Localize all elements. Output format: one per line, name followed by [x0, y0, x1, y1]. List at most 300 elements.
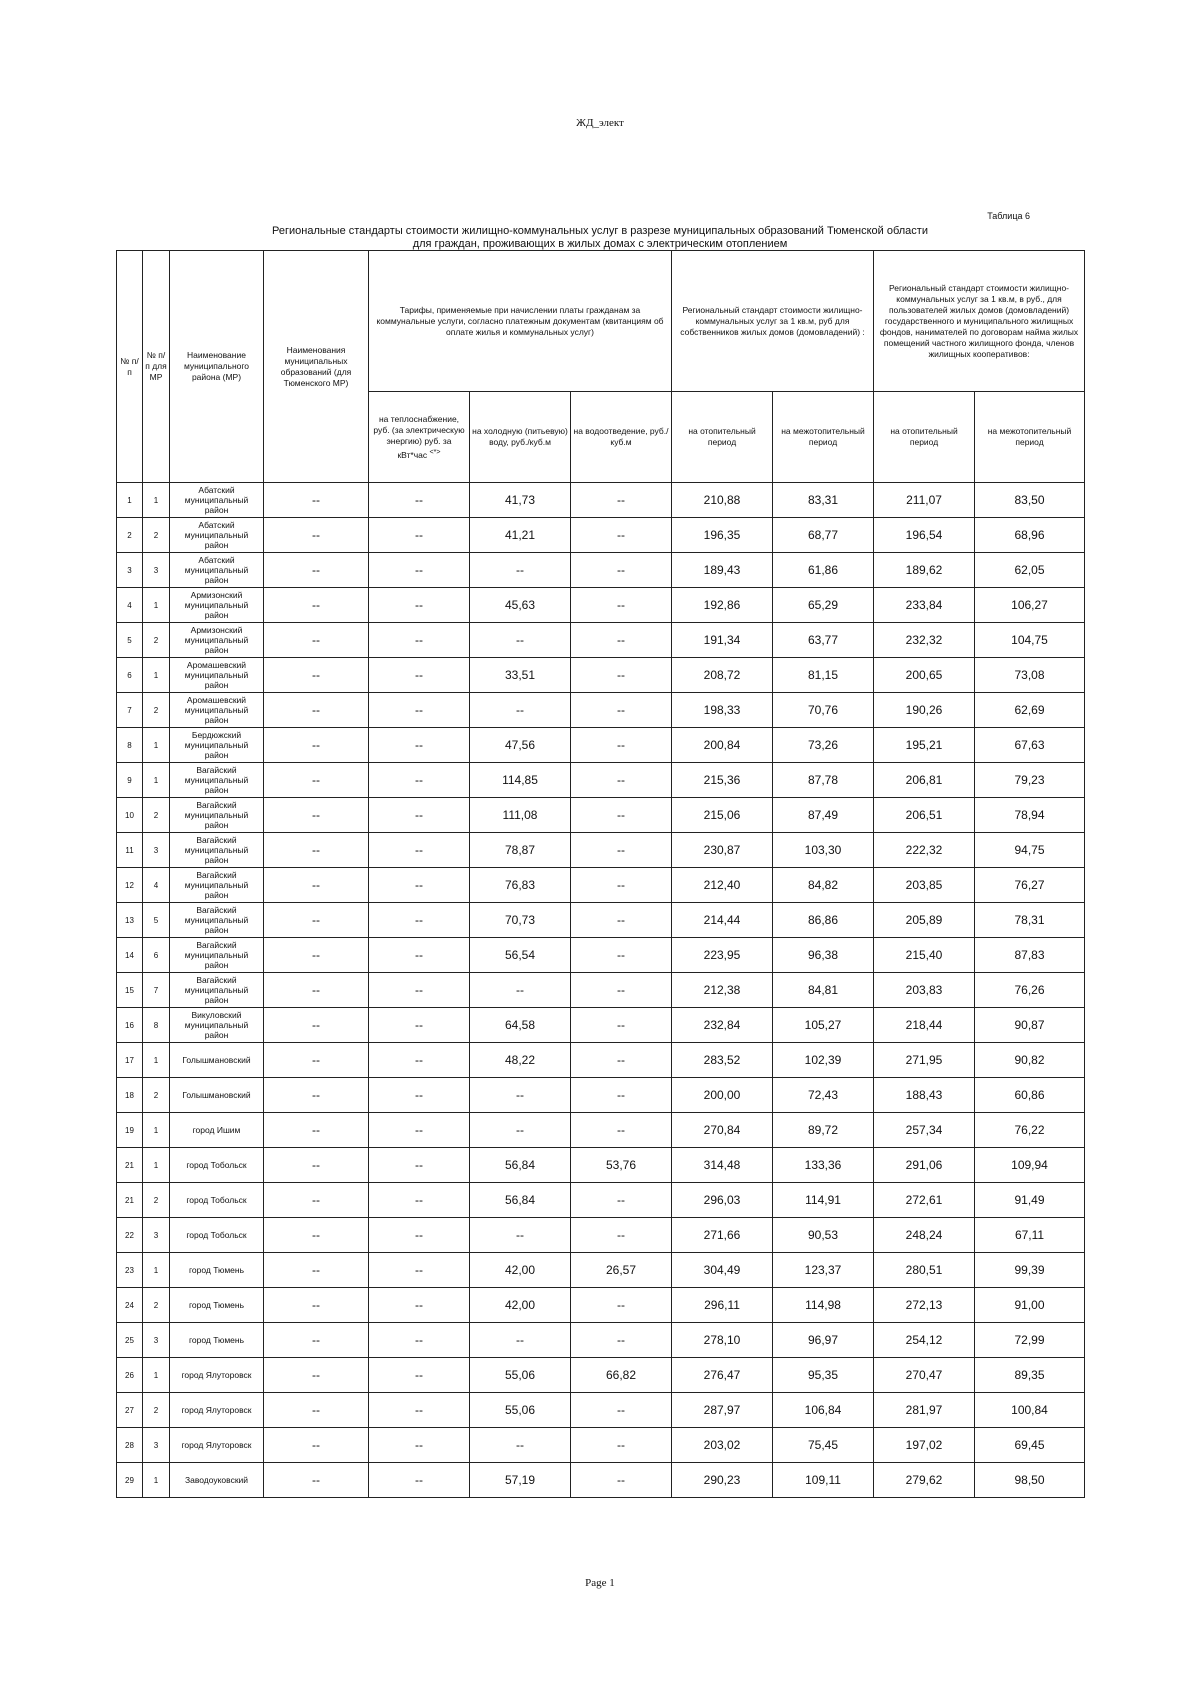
- drainage-tariff-cell: --: [571, 833, 672, 868]
- owners-heating-cell: 214,44: [672, 903, 773, 938]
- heat-tariff-cell: --: [369, 833, 470, 868]
- cold-water-tariff-cell: --: [470, 973, 571, 1008]
- row-mr-number-cell: 3: [143, 1323, 170, 1358]
- heat-tariff-cell: --: [369, 623, 470, 658]
- mo-name-cell: --: [264, 1323, 369, 1358]
- table-row: [117, 588, 1085, 623]
- cold-water-tariff-cell: --: [470, 1218, 571, 1253]
- users-interheating-cell: 90,87: [975, 1008, 1085, 1043]
- table-row: [117, 973, 1085, 1008]
- table-row: [117, 728, 1085, 763]
- row-number-cell: 10: [117, 798, 143, 833]
- users-heating-cell: 206,51: [874, 798, 975, 833]
- row-number-cell: 26: [117, 1358, 143, 1393]
- cold-water-tariff-cell: 111,08: [470, 798, 571, 833]
- owners-heating-cell: 212,38: [672, 973, 773, 1008]
- users-heating-cell: 200,65: [874, 658, 975, 693]
- table-row: [117, 868, 1085, 903]
- users-interheating-cell: 99,39: [975, 1253, 1085, 1288]
- owners-heating-cell: 223,95: [672, 938, 773, 973]
- row-mr-number-cell: 8: [143, 1008, 170, 1043]
- row-number-cell: 21: [117, 1183, 143, 1218]
- title-line-2: для граждан, проживающих в жилых домах с электрическим отоплением: [412, 238, 788, 250]
- users-interheating-cell: 68,96: [975, 518, 1085, 553]
- row-mr-number-cell: 7: [143, 973, 170, 1008]
- row-mr-number-cell: 2: [143, 693, 170, 728]
- users-heating-cell: 233,84: [874, 588, 975, 623]
- mr-name-cell: Вагайский муниципальный район: [170, 798, 264, 833]
- header-users-group: Региональный стандарт стоимости жилищно-коммунальных услуг за 1 кв.м, в руб., для пользователей жилых домов (домовладений) государственного и муниципального жилищных фондов, нанимателей по договорам найма жилых помещений частного жилищного фонда, членов жилищных кооперативов:: [874, 251, 1085, 392]
- owners-heating-cell: 212,40: [672, 868, 773, 903]
- cold-water-tariff-cell: 42,00: [470, 1253, 571, 1288]
- drainage-tariff-cell: --: [571, 1288, 672, 1323]
- row-mr-number-cell: 2: [143, 1393, 170, 1428]
- mr-name-cell: город Тобольск: [170, 1148, 264, 1183]
- row-number-cell: 3: [117, 553, 143, 588]
- heat-tariff-cell: --: [369, 1463, 470, 1498]
- users-interheating-cell: 87,83: [975, 938, 1085, 973]
- drainage-tariff-cell: --: [571, 1393, 672, 1428]
- table-row: [117, 1043, 1085, 1078]
- mo-name-cell: --: [264, 938, 369, 973]
- mr-name-cell: Бердюжский муниципальный район: [170, 728, 264, 763]
- cold-water-tariff-cell: 78,87: [470, 833, 571, 868]
- table-row: [117, 1428, 1085, 1463]
- heat-tariff-cell: --: [369, 938, 470, 973]
- drainage-tariff-cell: --: [571, 1008, 672, 1043]
- drainage-tariff-cell: --: [571, 588, 672, 623]
- cold-water-tariff-cell: 33,51: [470, 658, 571, 693]
- drainage-tariff-cell: --: [571, 1043, 672, 1078]
- table-row: [117, 1323, 1085, 1358]
- cold-water-tariff-cell: 48,22: [470, 1043, 571, 1078]
- drainage-tariff-cell: 66,82: [571, 1358, 672, 1393]
- drainage-tariff-cell: 26,57: [571, 1253, 672, 1288]
- cold-water-tariff-cell: 57,19: [470, 1463, 571, 1498]
- heat-tariff-cell: --: [369, 1393, 470, 1428]
- table-row: [117, 1358, 1085, 1393]
- users-heating-cell: 280,51: [874, 1253, 975, 1288]
- mr-name-cell: Аромашевский муниципальный район: [170, 658, 264, 693]
- owners-heating-cell: 283,52: [672, 1043, 773, 1078]
- mo-name-cell: --: [264, 1393, 369, 1428]
- cold-water-tariff-cell: 56,84: [470, 1148, 571, 1183]
- cold-water-tariff-cell: --: [470, 1428, 571, 1463]
- mr-name-cell: Армизонский муниципальный район: [170, 588, 264, 623]
- owners-interheating-cell: 89,72: [773, 1113, 874, 1148]
- heat-tariff-cell: --: [369, 1288, 470, 1323]
- users-interheating-cell: 91,00: [975, 1288, 1085, 1323]
- row-number-cell: 2: [117, 518, 143, 553]
- table-row: [117, 623, 1085, 658]
- users-heating-cell: 271,95: [874, 1043, 975, 1078]
- mo-name-cell: --: [264, 483, 369, 518]
- row-number-cell: 12: [117, 868, 143, 903]
- users-interheating-cell: 100,84: [975, 1393, 1085, 1428]
- mr-name-cell: Аромашевский муниципальный район: [170, 693, 264, 728]
- row-number-cell: 9: [117, 763, 143, 798]
- drainage-tariff-cell: --: [571, 1078, 672, 1113]
- heat-tariff-cell: --: [369, 1183, 470, 1218]
- mr-name-cell: город Ишим: [170, 1113, 264, 1148]
- table-row: [117, 1078, 1085, 1113]
- row-mr-number-cell: 1: [143, 658, 170, 693]
- mo-name-cell: --: [264, 623, 369, 658]
- row-mr-number-cell: 3: [143, 1428, 170, 1463]
- header-cold-water: на холодную (питьевую) воду, руб./куб.м: [470, 392, 571, 483]
- mr-name-cell: Заводоуковский: [170, 1463, 264, 1498]
- owners-interheating-cell: 114,91: [773, 1183, 874, 1218]
- row-number-cell: 23: [117, 1253, 143, 1288]
- cold-water-tariff-cell: --: [470, 553, 571, 588]
- owners-heating-cell: 208,72: [672, 658, 773, 693]
- row-mr-number-cell: 1: [143, 728, 170, 763]
- row-number-cell: 28: [117, 1428, 143, 1463]
- mr-name-cell: Вагайский муниципальный район: [170, 833, 264, 868]
- mr-name-cell: город Ялуторовск: [170, 1358, 264, 1393]
- row-mr-number-cell: 2: [143, 1078, 170, 1113]
- header-tariffs-group: Тарифы, применяемые при начислении платы гражданам за коммунальные услуги, согласно платежным документам (квитанциям об оплате жилья и коммунальных услуг): [369, 251, 672, 392]
- header-owners-interheating: на межотопительный период: [773, 392, 874, 483]
- users-interheating-cell: 89,35: [975, 1358, 1085, 1393]
- users-heating-cell: 257,34: [874, 1113, 975, 1148]
- users-interheating-cell: 109,94: [975, 1148, 1085, 1183]
- owners-heating-cell: 198,33: [672, 693, 773, 728]
- row-number-cell: 16: [117, 1008, 143, 1043]
- table-row: [117, 1393, 1085, 1428]
- heat-tariff-cell: --: [369, 1428, 470, 1463]
- header-heat-text: на теплоснабжение, руб. (за электрическую энергию) руб. за кВт*час: [373, 413, 465, 460]
- table-row: [117, 1113, 1085, 1148]
- mo-name-cell: --: [264, 763, 369, 798]
- row-number-cell: 29: [117, 1463, 143, 1498]
- mr-name-cell: город Тюмень: [170, 1323, 264, 1358]
- owners-interheating-cell: 109,11: [773, 1463, 874, 1498]
- owners-heating-cell: 196,35: [672, 518, 773, 553]
- row-mr-number-cell: 1: [143, 588, 170, 623]
- heat-tariff-cell: --: [369, 588, 470, 623]
- cold-water-tariff-cell: 42,00: [470, 1288, 571, 1323]
- table-body: [117, 483, 1085, 1498]
- header-users-heating: на отопительный период: [874, 392, 975, 483]
- drainage-tariff-cell: --: [571, 693, 672, 728]
- users-interheating-cell: 79,23: [975, 763, 1085, 798]
- users-heating-cell: 248,24: [874, 1218, 975, 1253]
- row-number-cell: 15: [117, 973, 143, 1008]
- heat-tariff-cell: --: [369, 518, 470, 553]
- mr-name-cell: Вагайский муниципальный район: [170, 973, 264, 1008]
- users-interheating-cell: 78,31: [975, 903, 1085, 938]
- row-mr-number-cell: 3: [143, 1218, 170, 1253]
- users-heating-cell: 195,21: [874, 728, 975, 763]
- owners-interheating-cell: 105,27: [773, 1008, 874, 1043]
- users-interheating-cell: 76,27: [975, 868, 1085, 903]
- cold-water-tariff-cell: 47,56: [470, 728, 571, 763]
- mo-name-cell: --: [264, 1428, 369, 1463]
- users-interheating-cell: 62,05: [975, 553, 1085, 588]
- cold-water-tariff-cell: 41,73: [470, 483, 571, 518]
- owners-heating-cell: 189,43: [672, 553, 773, 588]
- mr-name-cell: город Тюмень: [170, 1288, 264, 1323]
- mo-name-cell: --: [264, 1008, 369, 1043]
- table-row: [117, 903, 1085, 938]
- users-interheating-cell: 78,94: [975, 798, 1085, 833]
- users-heating-cell: 232,32: [874, 623, 975, 658]
- owners-interheating-cell: 123,37: [773, 1253, 874, 1288]
- page-header: ЖД_элект: [576, 117, 624, 129]
- heat-tariff-cell: --: [369, 693, 470, 728]
- owners-heating-cell: 278,10: [672, 1323, 773, 1358]
- owners-interheating-cell: 103,30: [773, 833, 874, 868]
- owners-interheating-cell: 87,78: [773, 763, 874, 798]
- owners-interheating-cell: 70,76: [773, 693, 874, 728]
- drainage-tariff-cell: --: [571, 728, 672, 763]
- owners-heating-cell: 200,84: [672, 728, 773, 763]
- table-row: [117, 1148, 1085, 1183]
- heat-tariff-cell: --: [369, 1043, 470, 1078]
- cold-water-tariff-cell: --: [470, 1078, 571, 1113]
- drainage-tariff-cell: --: [571, 938, 672, 973]
- users-heating-cell: 211,07: [874, 483, 975, 518]
- heat-tariff-cell: --: [369, 658, 470, 693]
- users-heating-cell: 206,81: [874, 763, 975, 798]
- owners-heating-cell: 270,84: [672, 1113, 773, 1148]
- table-row: [117, 553, 1085, 588]
- row-number-cell: 11: [117, 833, 143, 868]
- row-number-cell: 8: [117, 728, 143, 763]
- row-mr-number-cell: 1: [143, 1358, 170, 1393]
- users-heating-cell: 205,89: [874, 903, 975, 938]
- table-row: [117, 1253, 1085, 1288]
- heat-tariff-cell: --: [369, 1148, 470, 1183]
- users-interheating-cell: 67,11: [975, 1218, 1085, 1253]
- mr-name-cell: Абатский муниципальный район: [170, 518, 264, 553]
- cold-water-tariff-cell: 45,63: [470, 588, 571, 623]
- drainage-tariff-cell: --: [571, 1323, 672, 1358]
- cold-water-tariff-cell: 114,85: [470, 763, 571, 798]
- header-heat-note: <*>: [429, 447, 441, 456]
- table-row: [117, 1008, 1085, 1043]
- mr-name-cell: Армизонский муниципальный район: [170, 623, 264, 658]
- mr-name-cell: город Тобольск: [170, 1183, 264, 1218]
- row-number-cell: 24: [117, 1288, 143, 1323]
- mo-name-cell: --: [264, 1463, 369, 1498]
- owners-interheating-cell: 68,77: [773, 518, 874, 553]
- users-interheating-cell: 104,75: [975, 623, 1085, 658]
- users-heating-cell: 291,06: [874, 1148, 975, 1183]
- drainage-tariff-cell: --: [571, 763, 672, 798]
- header-mo-name: Наименования муниципальных образований (для Тюменского МР): [264, 251, 369, 483]
- heat-tariff-cell: --: [369, 1113, 470, 1148]
- heat-tariff-cell: --: [369, 1078, 470, 1113]
- row-number-cell: 22: [117, 1218, 143, 1253]
- owners-interheating-cell: 106,84: [773, 1393, 874, 1428]
- mo-name-cell: --: [264, 1183, 369, 1218]
- drainage-tariff-cell: --: [571, 1428, 672, 1463]
- row-mr-number-cell: 4: [143, 868, 170, 903]
- drainage-tariff-cell: --: [571, 868, 672, 903]
- table-row: [117, 798, 1085, 833]
- users-heating-cell: 197,02: [874, 1428, 975, 1463]
- row-number-cell: 7: [117, 693, 143, 728]
- users-interheating-cell: 76,26: [975, 973, 1085, 1008]
- standards-table: [116, 250, 1085, 1498]
- mo-name-cell: --: [264, 1253, 369, 1288]
- owners-interheating-cell: 63,77: [773, 623, 874, 658]
- cold-water-tariff-cell: --: [470, 1323, 571, 1358]
- row-mr-number-cell: 2: [143, 798, 170, 833]
- mo-name-cell: --: [264, 728, 369, 763]
- row-number-cell: 6: [117, 658, 143, 693]
- users-heating-cell: 203,85: [874, 868, 975, 903]
- drainage-tariff-cell: 53,76: [571, 1148, 672, 1183]
- row-mr-number-cell: 1: [143, 1253, 170, 1288]
- heat-tariff-cell: --: [369, 973, 470, 1008]
- cold-water-tariff-cell: 41,21: [470, 518, 571, 553]
- mo-name-cell: --: [264, 518, 369, 553]
- cold-water-tariff-cell: --: [470, 693, 571, 728]
- row-number-cell: 18: [117, 1078, 143, 1113]
- owners-heating-cell: 276,47: [672, 1358, 773, 1393]
- header-num-mr: № п/п для МР: [143, 251, 170, 483]
- owners-interheating-cell: 102,39: [773, 1043, 874, 1078]
- table-label: Таблица 6: [987, 211, 1030, 221]
- header-owners-heating: на отопительный период: [672, 392, 773, 483]
- mo-name-cell: --: [264, 553, 369, 588]
- mo-name-cell: --: [264, 693, 369, 728]
- row-number-cell: 17: [117, 1043, 143, 1078]
- heat-tariff-cell: --: [369, 868, 470, 903]
- owners-heating-cell: 215,36: [672, 763, 773, 798]
- users-heating-cell: 218,44: [874, 1008, 975, 1043]
- users-heating-cell: 222,32: [874, 833, 975, 868]
- owners-interheating-cell: 90,53: [773, 1218, 874, 1253]
- drainage-tariff-cell: --: [571, 1463, 672, 1498]
- standards-table-wrapper: [116, 250, 1084, 1498]
- row-mr-number-cell: 1: [143, 1043, 170, 1078]
- row-mr-number-cell: 2: [143, 1288, 170, 1323]
- mo-name-cell: --: [264, 903, 369, 938]
- owners-heating-cell: 271,66: [672, 1218, 773, 1253]
- owners-heating-cell: 191,34: [672, 623, 773, 658]
- owners-heating-cell: 296,03: [672, 1183, 773, 1218]
- users-heating-cell: 270,47: [874, 1358, 975, 1393]
- mo-name-cell: --: [264, 1148, 369, 1183]
- owners-heating-cell: 203,02: [672, 1428, 773, 1463]
- mo-name-cell: --: [264, 658, 369, 693]
- drainage-tariff-cell: --: [571, 518, 672, 553]
- users-heating-cell: 196,54: [874, 518, 975, 553]
- row-mr-number-cell: 6: [143, 938, 170, 973]
- mo-name-cell: --: [264, 798, 369, 833]
- table-row: [117, 693, 1085, 728]
- owners-heating-cell: 210,88: [672, 483, 773, 518]
- row-mr-number-cell: 2: [143, 623, 170, 658]
- owners-heating-cell: 290,23: [672, 1463, 773, 1498]
- users-interheating-cell: 73,08: [975, 658, 1085, 693]
- table-row: [117, 1463, 1085, 1498]
- users-interheating-cell: 69,45: [975, 1428, 1085, 1463]
- row-mr-number-cell: 3: [143, 553, 170, 588]
- users-interheating-cell: 106,27: [975, 588, 1085, 623]
- table-row: [117, 658, 1085, 693]
- users-interheating-cell: 76,22: [975, 1113, 1085, 1148]
- users-interheating-cell: 67,63: [975, 728, 1085, 763]
- users-interheating-cell: 83,50: [975, 483, 1085, 518]
- row-number-cell: 21: [117, 1148, 143, 1183]
- owners-heating-cell: 200,00: [672, 1078, 773, 1113]
- header-mr-name: Наименование муниципального района (МР): [170, 251, 264, 483]
- owners-interheating-cell: 96,97: [773, 1323, 874, 1358]
- drainage-tariff-cell: --: [571, 903, 672, 938]
- users-heating-cell: 281,97: [874, 1393, 975, 1428]
- cold-water-tariff-cell: 64,58: [470, 1008, 571, 1043]
- owners-interheating-cell: 65,29: [773, 588, 874, 623]
- page-footer: Page 1: [585, 1577, 615, 1589]
- header-row-1: [117, 251, 1085, 392]
- row-mr-number-cell: 1: [143, 483, 170, 518]
- table-row: [117, 833, 1085, 868]
- mr-name-cell: город Тобольск: [170, 1218, 264, 1253]
- users-heating-cell: 254,12: [874, 1323, 975, 1358]
- row-mr-number-cell: 1: [143, 1113, 170, 1148]
- heat-tariff-cell: --: [369, 763, 470, 798]
- row-number-cell: 27: [117, 1393, 143, 1428]
- mr-name-cell: город Ялуторовск: [170, 1428, 264, 1463]
- owners-heating-cell: 232,84: [672, 1008, 773, 1043]
- owners-interheating-cell: 86,86: [773, 903, 874, 938]
- row-number-cell: 14: [117, 938, 143, 973]
- row-mr-number-cell: 1: [143, 1463, 170, 1498]
- heat-tariff-cell: --: [369, 1323, 470, 1358]
- owners-interheating-cell: 114,98: [773, 1288, 874, 1323]
- owners-interheating-cell: 95,35: [773, 1358, 874, 1393]
- mo-name-cell: --: [264, 1043, 369, 1078]
- cold-water-tariff-cell: --: [470, 623, 571, 658]
- cold-water-tariff-cell: 55,06: [470, 1358, 571, 1393]
- owners-interheating-cell: 87,49: [773, 798, 874, 833]
- table-row: [117, 1288, 1085, 1323]
- users-heating-cell: 215,40: [874, 938, 975, 973]
- table-row: [117, 483, 1085, 518]
- mo-name-cell: --: [264, 868, 369, 903]
- users-heating-cell: 279,62: [874, 1463, 975, 1498]
- drainage-tariff-cell: --: [571, 973, 672, 1008]
- owners-heating-cell: 314,48: [672, 1148, 773, 1183]
- row-number-cell: 1: [117, 483, 143, 518]
- heat-tariff-cell: --: [369, 1008, 470, 1043]
- heat-tariff-cell: --: [369, 728, 470, 763]
- mr-name-cell: Вагайский муниципальный район: [170, 903, 264, 938]
- row-number-cell: 13: [117, 903, 143, 938]
- table-row: [117, 1218, 1085, 1253]
- owners-interheating-cell: 72,43: [773, 1078, 874, 1113]
- heat-tariff-cell: --: [369, 798, 470, 833]
- mo-name-cell: --: [264, 1218, 369, 1253]
- users-interheating-cell: 72,99: [975, 1323, 1085, 1358]
- owners-interheating-cell: 83,31: [773, 483, 874, 518]
- row-number-cell: 4: [117, 588, 143, 623]
- users-interheating-cell: 98,50: [975, 1463, 1085, 1498]
- users-interheating-cell: 62,69: [975, 693, 1085, 728]
- cold-water-tariff-cell: 56,54: [470, 938, 571, 973]
- users-heating-cell: 189,62: [874, 553, 975, 588]
- users-interheating-cell: 90,82: [975, 1043, 1085, 1078]
- owners-heating-cell: 215,06: [672, 798, 773, 833]
- table-row: [117, 938, 1085, 973]
- row-number-cell: 19: [117, 1113, 143, 1148]
- heat-tariff-cell: --: [369, 553, 470, 588]
